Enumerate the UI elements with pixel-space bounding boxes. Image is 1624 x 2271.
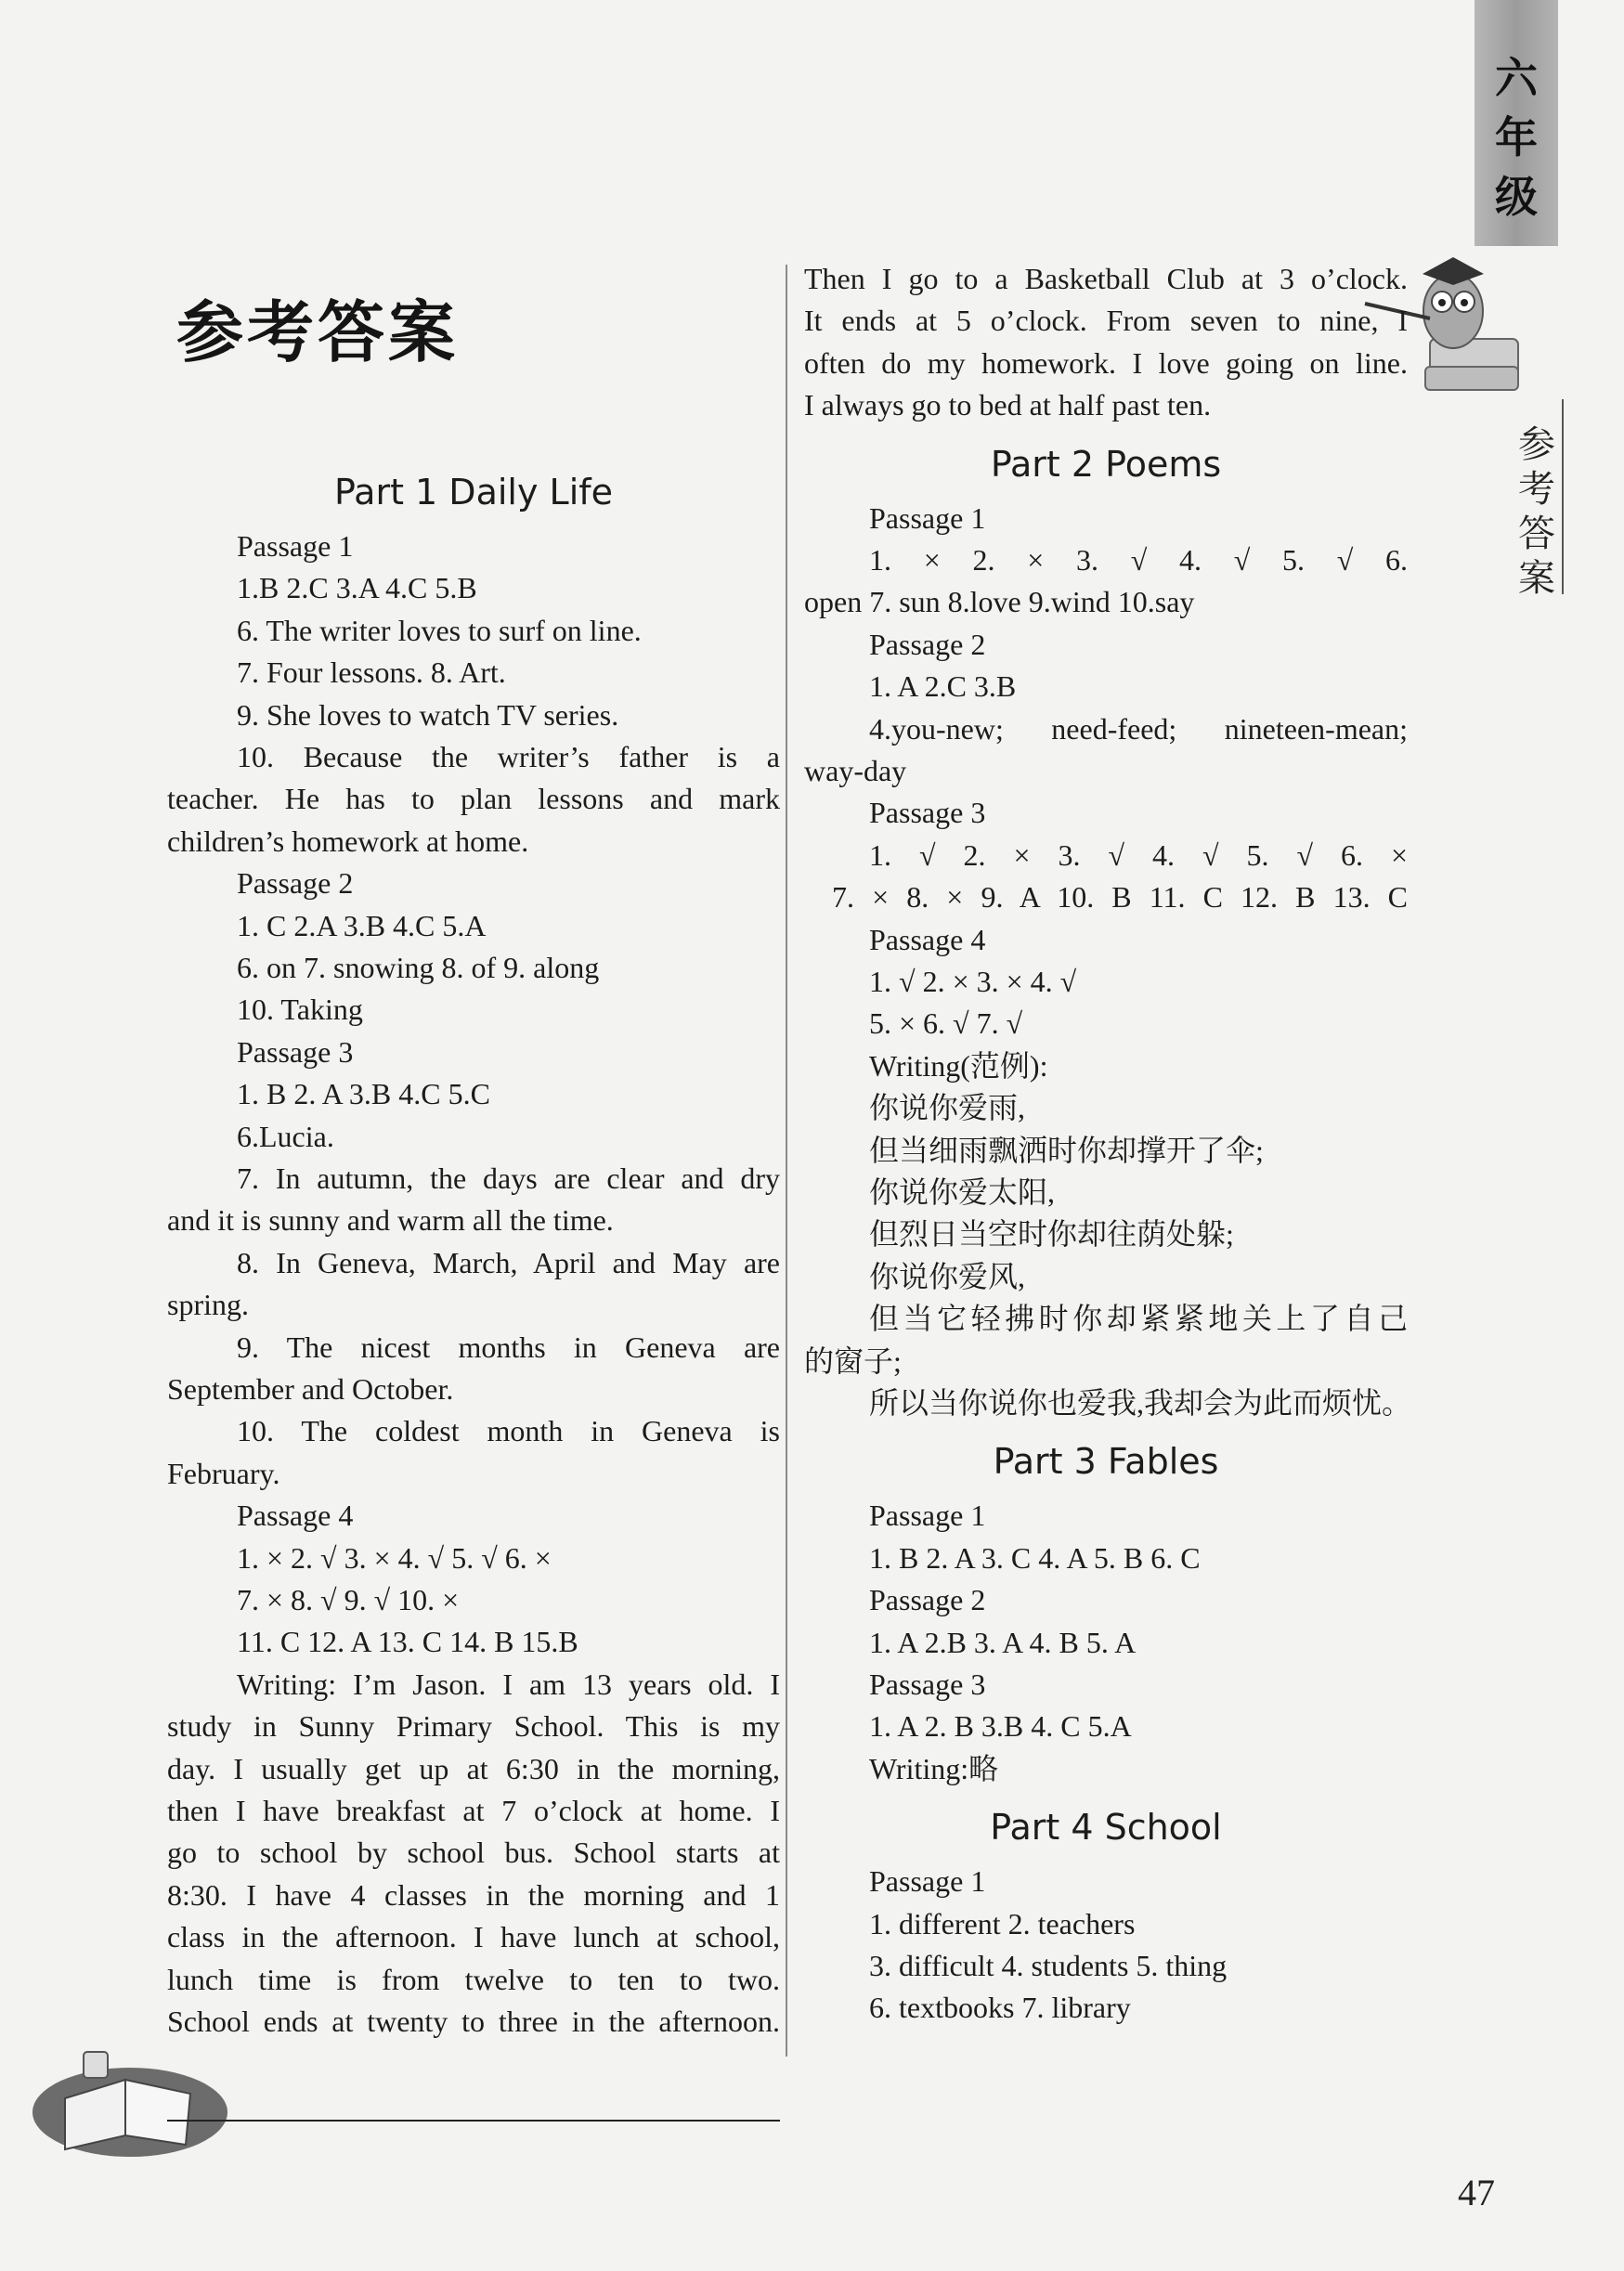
answer-line: study in Sunny Primary School. This is my xyxy=(167,1709,780,1744)
answer-line: Writing(范例): xyxy=(869,1048,1048,1083)
answer-line: School ends at twenty to three in the afternoon. xyxy=(167,2005,780,2038)
grade-char: 年 xyxy=(1495,112,1538,162)
answer-line: 7. × 8. × 9. A 10. B 11. C 12. B 13. C xyxy=(832,880,1408,915)
answer-line: 7. In autumn, the days are clear and dry xyxy=(237,1161,780,1195)
answer-line: 你说你爱太阳, xyxy=(869,1175,1056,1209)
answer-line: 1. × 2. × 3. √ 4. √ 5. √ 6. xyxy=(869,543,1408,577)
answer-line: 10. The coldest month in Geneva is xyxy=(237,1414,780,1448)
answer-line: Passage 1 xyxy=(869,1499,986,1533)
answer-line: Passage 1 xyxy=(869,500,986,535)
answer-line: 10. Taking xyxy=(237,993,363,1027)
answer-line: 6. textbooks 7. library xyxy=(869,1991,1131,2025)
section-heading: Part 4 School xyxy=(990,1807,1222,1849)
answer-line: February. xyxy=(167,1456,280,1490)
answer-line: 1. different 2. teachers xyxy=(869,1906,1136,1940)
answer-line: 1. A 2.B 3. A 4. B 5. A xyxy=(869,1625,1137,1659)
answer-line: 4.you-new; need-feed; nineteen-mean; xyxy=(869,711,1408,746)
answer-line: and it is sunny and warm all the time. xyxy=(167,1203,614,1238)
answer-line: 的窗子; xyxy=(804,1343,902,1378)
answer-line: 6. The writer loves to surf on line. xyxy=(237,613,642,647)
section-heading: Part 2 Poems xyxy=(990,443,1222,485)
page-title: 参考答案 xyxy=(176,293,460,371)
answer-line: teacher. He has to plan lessons and mark xyxy=(167,782,780,816)
answer-line: 7. × 8. √ 9. √ 10. × xyxy=(237,1583,460,1616)
answer-line: I always go to bed at half past ten. xyxy=(804,388,1212,422)
answer-line: 1. C 2.A 3.B 4.C 5.A xyxy=(237,908,487,942)
answer-line: September and October. xyxy=(167,1372,454,1406)
answer-line: Passage 3 xyxy=(237,1034,354,1069)
answer-line: then I have breakfast at 7 o’clock at home. I xyxy=(167,1794,780,1827)
answer-line: 1. A 2.C 3.B xyxy=(869,669,1017,704)
column-divider xyxy=(786,265,787,2057)
answer-line: Writing: I’m Jason. I am 13 years old. I xyxy=(237,1667,780,1701)
answer-line: spring. xyxy=(167,1288,249,1322)
answer-line: Passage 4 xyxy=(237,1499,354,1533)
answer-line: open 7. sun 8.love 9.wind 10.say xyxy=(804,585,1195,619)
answer-line: 9. She loves to watch TV series. xyxy=(237,697,619,732)
book-illustration-icon xyxy=(28,2015,232,2163)
answer-line: 1. √ 2. × 3. √ 4. √ 5. √ 6. × xyxy=(869,837,1408,872)
answer-line: class in the afternoon. I have lunch at school, xyxy=(167,1920,780,1954)
answer-line: Writing:略 xyxy=(869,1751,999,1785)
answer-line: often do my homework. I love going on line. xyxy=(804,345,1408,380)
grade-char: 六 xyxy=(1495,53,1538,103)
answer-line: 1. √ 2. × 3. × 4. √ xyxy=(869,965,1077,998)
answer-line: 9. The nicest months in Geneva are xyxy=(237,1330,780,1364)
answer-line: 1. A 2. B 3.B 4. C 5.A xyxy=(869,1709,1132,1744)
answer-line: 你说你爱雨, xyxy=(869,1091,1026,1125)
answer-line: 7. Four lessons. 8. Art. xyxy=(237,655,506,690)
side-rule xyxy=(1562,399,1564,594)
grade-char: 级 xyxy=(1495,172,1538,222)
answer-line: 1. B 2. A 3. C 4. A 5. B 6. C xyxy=(869,1540,1201,1575)
answer-line: Passage 2 xyxy=(237,866,354,901)
answer-line: 8:30. I have 4 classes in the morning and 1 xyxy=(167,1877,780,1912)
answer-line: Passage 3 xyxy=(869,1668,986,1701)
answer-line: day. I usually get up at 6:30 in the morning, xyxy=(167,1751,780,1785)
side-label: 参考答案 xyxy=(1518,423,1555,600)
answer-line: 但当细雨飘洒时你却撑开了伞; xyxy=(869,1133,1264,1167)
answer-line: 3. difficult 4. students 5. thing xyxy=(869,1949,1228,1982)
answer-line: 8. In Geneva, March, April and May are xyxy=(237,1245,780,1279)
answer-line: 你说你爱风, xyxy=(869,1259,1026,1293)
answer-line: 6.Lucia. xyxy=(237,1119,334,1153)
answer-line: 1. × 2. √ 3. × 4. √ 5. √ 6. × xyxy=(237,1540,552,1575)
answer-line: children’s homework at home. xyxy=(167,824,529,858)
answer-line: 但当它轻拂时你却紧紧地关上了自己 xyxy=(869,1302,1408,1336)
section-heading: Part 3 Fables xyxy=(993,1441,1219,1483)
footer-rule xyxy=(167,2120,780,2122)
answer-line: 所以当你说你也爱我,我却会为此而烦忧。 xyxy=(869,1386,1412,1420)
answer-line: It ends at 5 o’clock. From seven to nine, I xyxy=(804,304,1408,338)
answer-line: Passage 3 xyxy=(869,796,986,830)
answer-line: 1.B 2.C 3.A 4.C 5.B xyxy=(237,571,477,605)
section-heading: Part 1 Daily Life xyxy=(333,472,614,513)
answer-line: Passage 2 xyxy=(869,627,986,661)
page-number: 47 xyxy=(1458,2172,1495,2213)
answer-line: 10. Because the writer’s father is a xyxy=(237,740,780,773)
answer-line: Passage 2 xyxy=(869,1583,986,1617)
answer-line: 6. on 7. snowing 8. of 9. along xyxy=(237,951,600,984)
answer-line: Then I go to a Basketball Club at 3 o’clock. xyxy=(804,262,1408,295)
answer-line: Passage 1 xyxy=(237,529,354,563)
answer-line: way-day xyxy=(804,754,907,787)
answer-line: 11. C 12. A 13. C 14. B 15.B xyxy=(237,1625,578,1659)
answer-line: lunch time is from twelve to ten to two. xyxy=(167,1962,780,1996)
answer-line: Passage 4 xyxy=(869,922,986,956)
answer-line: 1. B 2. A 3.B 4.C 5.C xyxy=(237,1077,490,1111)
answer-line: go to school by school bus. School starts at xyxy=(167,1836,780,1870)
answer-line: 5. × 6. √ 7. √ xyxy=(869,1006,1023,1041)
answer-line: 但烈日当空时你却往荫处躲; xyxy=(869,1217,1234,1252)
answer-line: Passage 1 xyxy=(869,1864,986,1899)
